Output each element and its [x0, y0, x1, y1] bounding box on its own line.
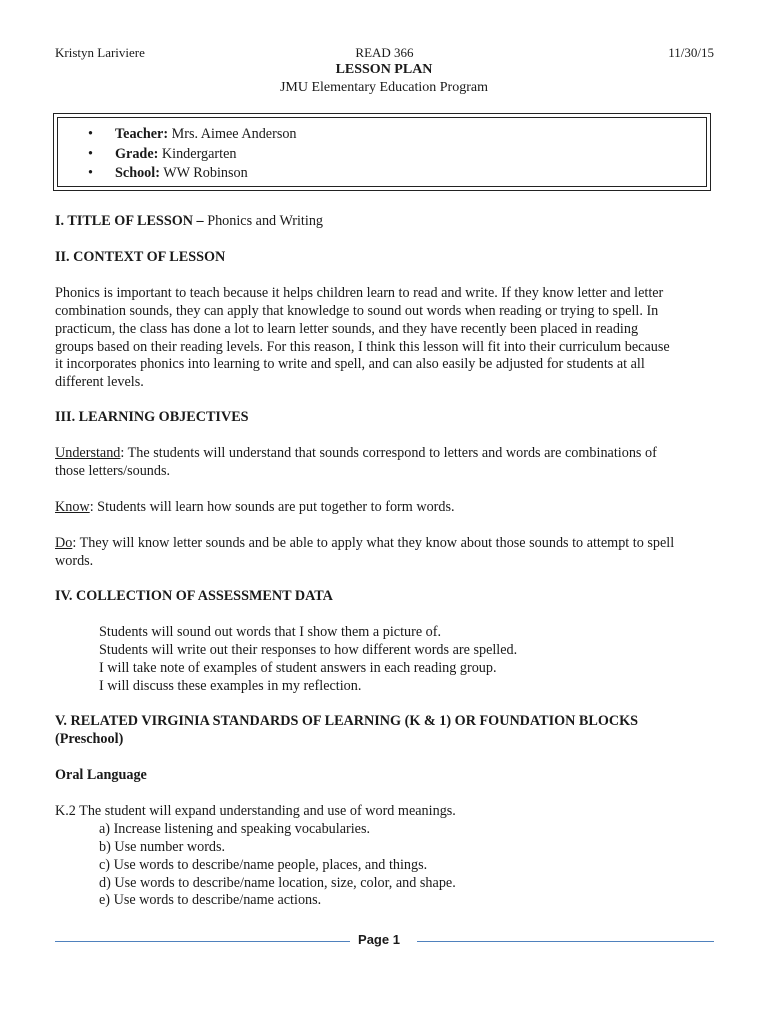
- course-code: READ 366: [355, 45, 414, 60]
- objective-text-cont: those letters/sounds.: [55, 463, 171, 479]
- author-name: Kristyn Lariviere: [55, 45, 145, 60]
- standard-item: d) Use words to describe/name location, size, color, and shape.: [99, 875, 456, 891]
- section-heading: I. TITLE OF LESSON –: [55, 213, 204, 229]
- info-label: School:: [115, 165, 160, 181]
- objective-label: Know: [55, 499, 90, 515]
- bullet-icon: •: [88, 145, 93, 162]
- objective-label: Do: [55, 535, 73, 551]
- info-list: [88, 125, 297, 184]
- objective-do: [55, 534, 674, 552]
- assessment-item: Students will write out their responses to how different words are spelled.: [99, 642, 518, 658]
- standard-k2: K.2 The student will expand understanding and use of word meanings.: [55, 803, 456, 819]
- footer-rule-right: [417, 941, 714, 942]
- context-line: practicum, the class has done a lot to learn letter sounds, and they have recently been placed in reading: [55, 321, 639, 337]
- lesson-title: Phonics and Writing: [203, 213, 324, 229]
- objective-know: [55, 498, 455, 516]
- section-heading-context: II. CONTEXT OF LESSON: [55, 249, 226, 265]
- section-heading-standards-cont: (Preschool): [55, 731, 124, 747]
- objective-label: Understand: [55, 445, 121, 461]
- context-line: different levels.: [55, 374, 144, 390]
- standard-item: e) Use words to describe/name actions.: [99, 892, 322, 908]
- context-line: combination sounds, they can apply that knowledge to sound out words when reading or trying to spell. In: [55, 303, 659, 319]
- section-title-of-lesson: [55, 212, 323, 230]
- info-item-grade: [88, 145, 297, 165]
- info-item-school: [88, 164, 297, 184]
- assessment-item: I will take note of examples of student answers in each reading group.: [99, 660, 497, 676]
- page-subtitle: JMU Elementary Education Program: [279, 80, 488, 95]
- bullet-icon: •: [88, 126, 93, 142]
- standard-item: b) Use number words.: [99, 839, 226, 855]
- assessment-item: I will discuss these examples in my reflection.: [99, 678, 362, 694]
- info-value: Kindergarten: [158, 145, 237, 162]
- standard-item: a) Increase listening and speaking vocabularies.: [99, 821, 371, 837]
- objective-text: : Students will learn how sounds are put together to form words.: [89, 499, 455, 515]
- page-number: Page 1: [358, 932, 400, 947]
- page-title: LESSON PLAN: [335, 62, 433, 77]
- footer-rule-left: [55, 941, 350, 942]
- context-line: it incorporates phonics into learning to write and spell, and can also easily be adjusted for students at all: [55, 356, 645, 372]
- info-value: Mrs. Aimee Anderson: [168, 126, 297, 142]
- objective-text: : The students will understand that sounds correspond to letters and words are combinations of: [120, 445, 657, 461]
- standard-item: c) Use words to describe/name people, places, and things.: [99, 857, 428, 873]
- document-header: [55, 45, 714, 63]
- section-heading-standards: V. RELATED VIRGINIA STANDARDS OF LEARNING (K & 1) OR FOUNDATION BLOCKS: [55, 713, 639, 729]
- section-heading-objectives: III. LEARNING OBJECTIVES: [55, 409, 249, 425]
- context-line: groups based on their reading levels. For this reason, I think this lesson will fit into their curriculum because: [55, 339, 670, 355]
- subheading-oral-language: Oral Language: [55, 767, 147, 783]
- info-label: Teacher:: [115, 126, 169, 142]
- objective-understand: [55, 444, 657, 462]
- info-box: [53, 113, 711, 191]
- info-label: Grade:: [115, 145, 159, 162]
- info-box-inner-border: [57, 117, 707, 187]
- context-line: Phonics is important to teach because it helps children learn to read and write. If they know letter and letter: [55, 285, 664, 301]
- info-value: WW Robinson: [159, 165, 248, 181]
- objective-text: : They will know letter sounds and be able to apply what they know about those sounds to attempt to spell: [72, 535, 675, 551]
- bullet-icon: •: [88, 165, 93, 181]
- section-heading-assessment: IV. COLLECTION OF ASSESSMENT DATA: [55, 588, 333, 604]
- info-item-teacher: [88, 125, 297, 145]
- assessment-item: Students will sound out words that I show them a picture of.: [99, 624, 442, 640]
- objective-text-cont: words.: [55, 553, 94, 569]
- document-date: 11/30/15: [668, 45, 714, 60]
